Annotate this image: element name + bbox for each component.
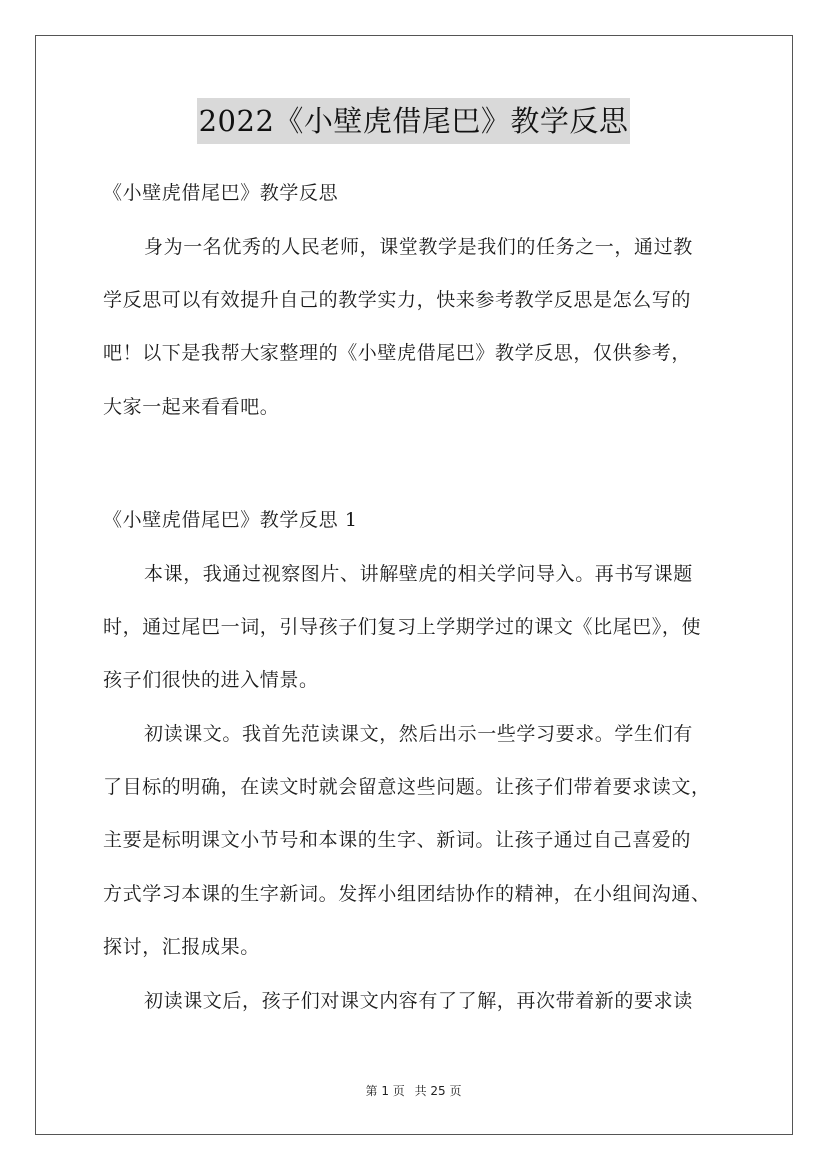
paragraph-line: 初读课文后，孩子们对课文内容有了了解，再次带着新的要求读 bbox=[144, 990, 693, 1012]
section-heading: 《小壁虎借尾巴》教学反思 1 bbox=[103, 509, 358, 531]
intro-line: 学反思可以有效提升自己的教学实力，快来参考教学反思是怎么写的 bbox=[103, 289, 692, 311]
paragraph-line: 了目标的明确，在读文时就会留意这些问题。让孩子们带着要求读文， bbox=[103, 776, 711, 798]
intro-line: 吧！以下是我帮大家整理的《小壁虎借尾巴》教学反思，仅供参考， bbox=[103, 342, 692, 364]
paragraph-line: 主要是标明课文小节号和本课的生字、新词。让孩子通过自己喜爱的 bbox=[103, 829, 692, 851]
paragraph-line: 本课，我通过视察图片、讲解壁虎的相关学问导入。再书写课题 bbox=[144, 563, 693, 585]
intro-line: 身为一名优秀的人民老师，课堂教学是我们的任务之一，通过教 bbox=[144, 236, 693, 258]
paragraph-line: 探讨，汇报成果。 bbox=[103, 936, 260, 958]
paragraph-line: 方式学习本课的生字新词。发挥小组团结协作的精神，在小组间沟通、 bbox=[103, 883, 711, 905]
document-subtitle: 《小壁虎借尾巴》教学反思 bbox=[103, 182, 339, 204]
intro-line: 大家一起来看看吧。 bbox=[103, 396, 280, 418]
paragraph-line: 孩子们很快的进入情景。 bbox=[103, 669, 319, 691]
document-title: 2022《小壁虎借尾巴》教学反思 bbox=[197, 98, 631, 144]
page-number: 第 1 页 bbox=[365, 1084, 405, 1098]
page-footer bbox=[0, 1083, 827, 1099]
title-container bbox=[0, 98, 827, 144]
paragraph-line: 时，通过尾巴一词，引导孩子们复习上学期学过的课文《比尾巴》，使 bbox=[103, 616, 702, 638]
page-total: 共 25 页 bbox=[414, 1084, 462, 1098]
paragraph-line: 初读课文。我首先范读课文，然后出示一些学习要求。学生们有 bbox=[144, 723, 693, 745]
